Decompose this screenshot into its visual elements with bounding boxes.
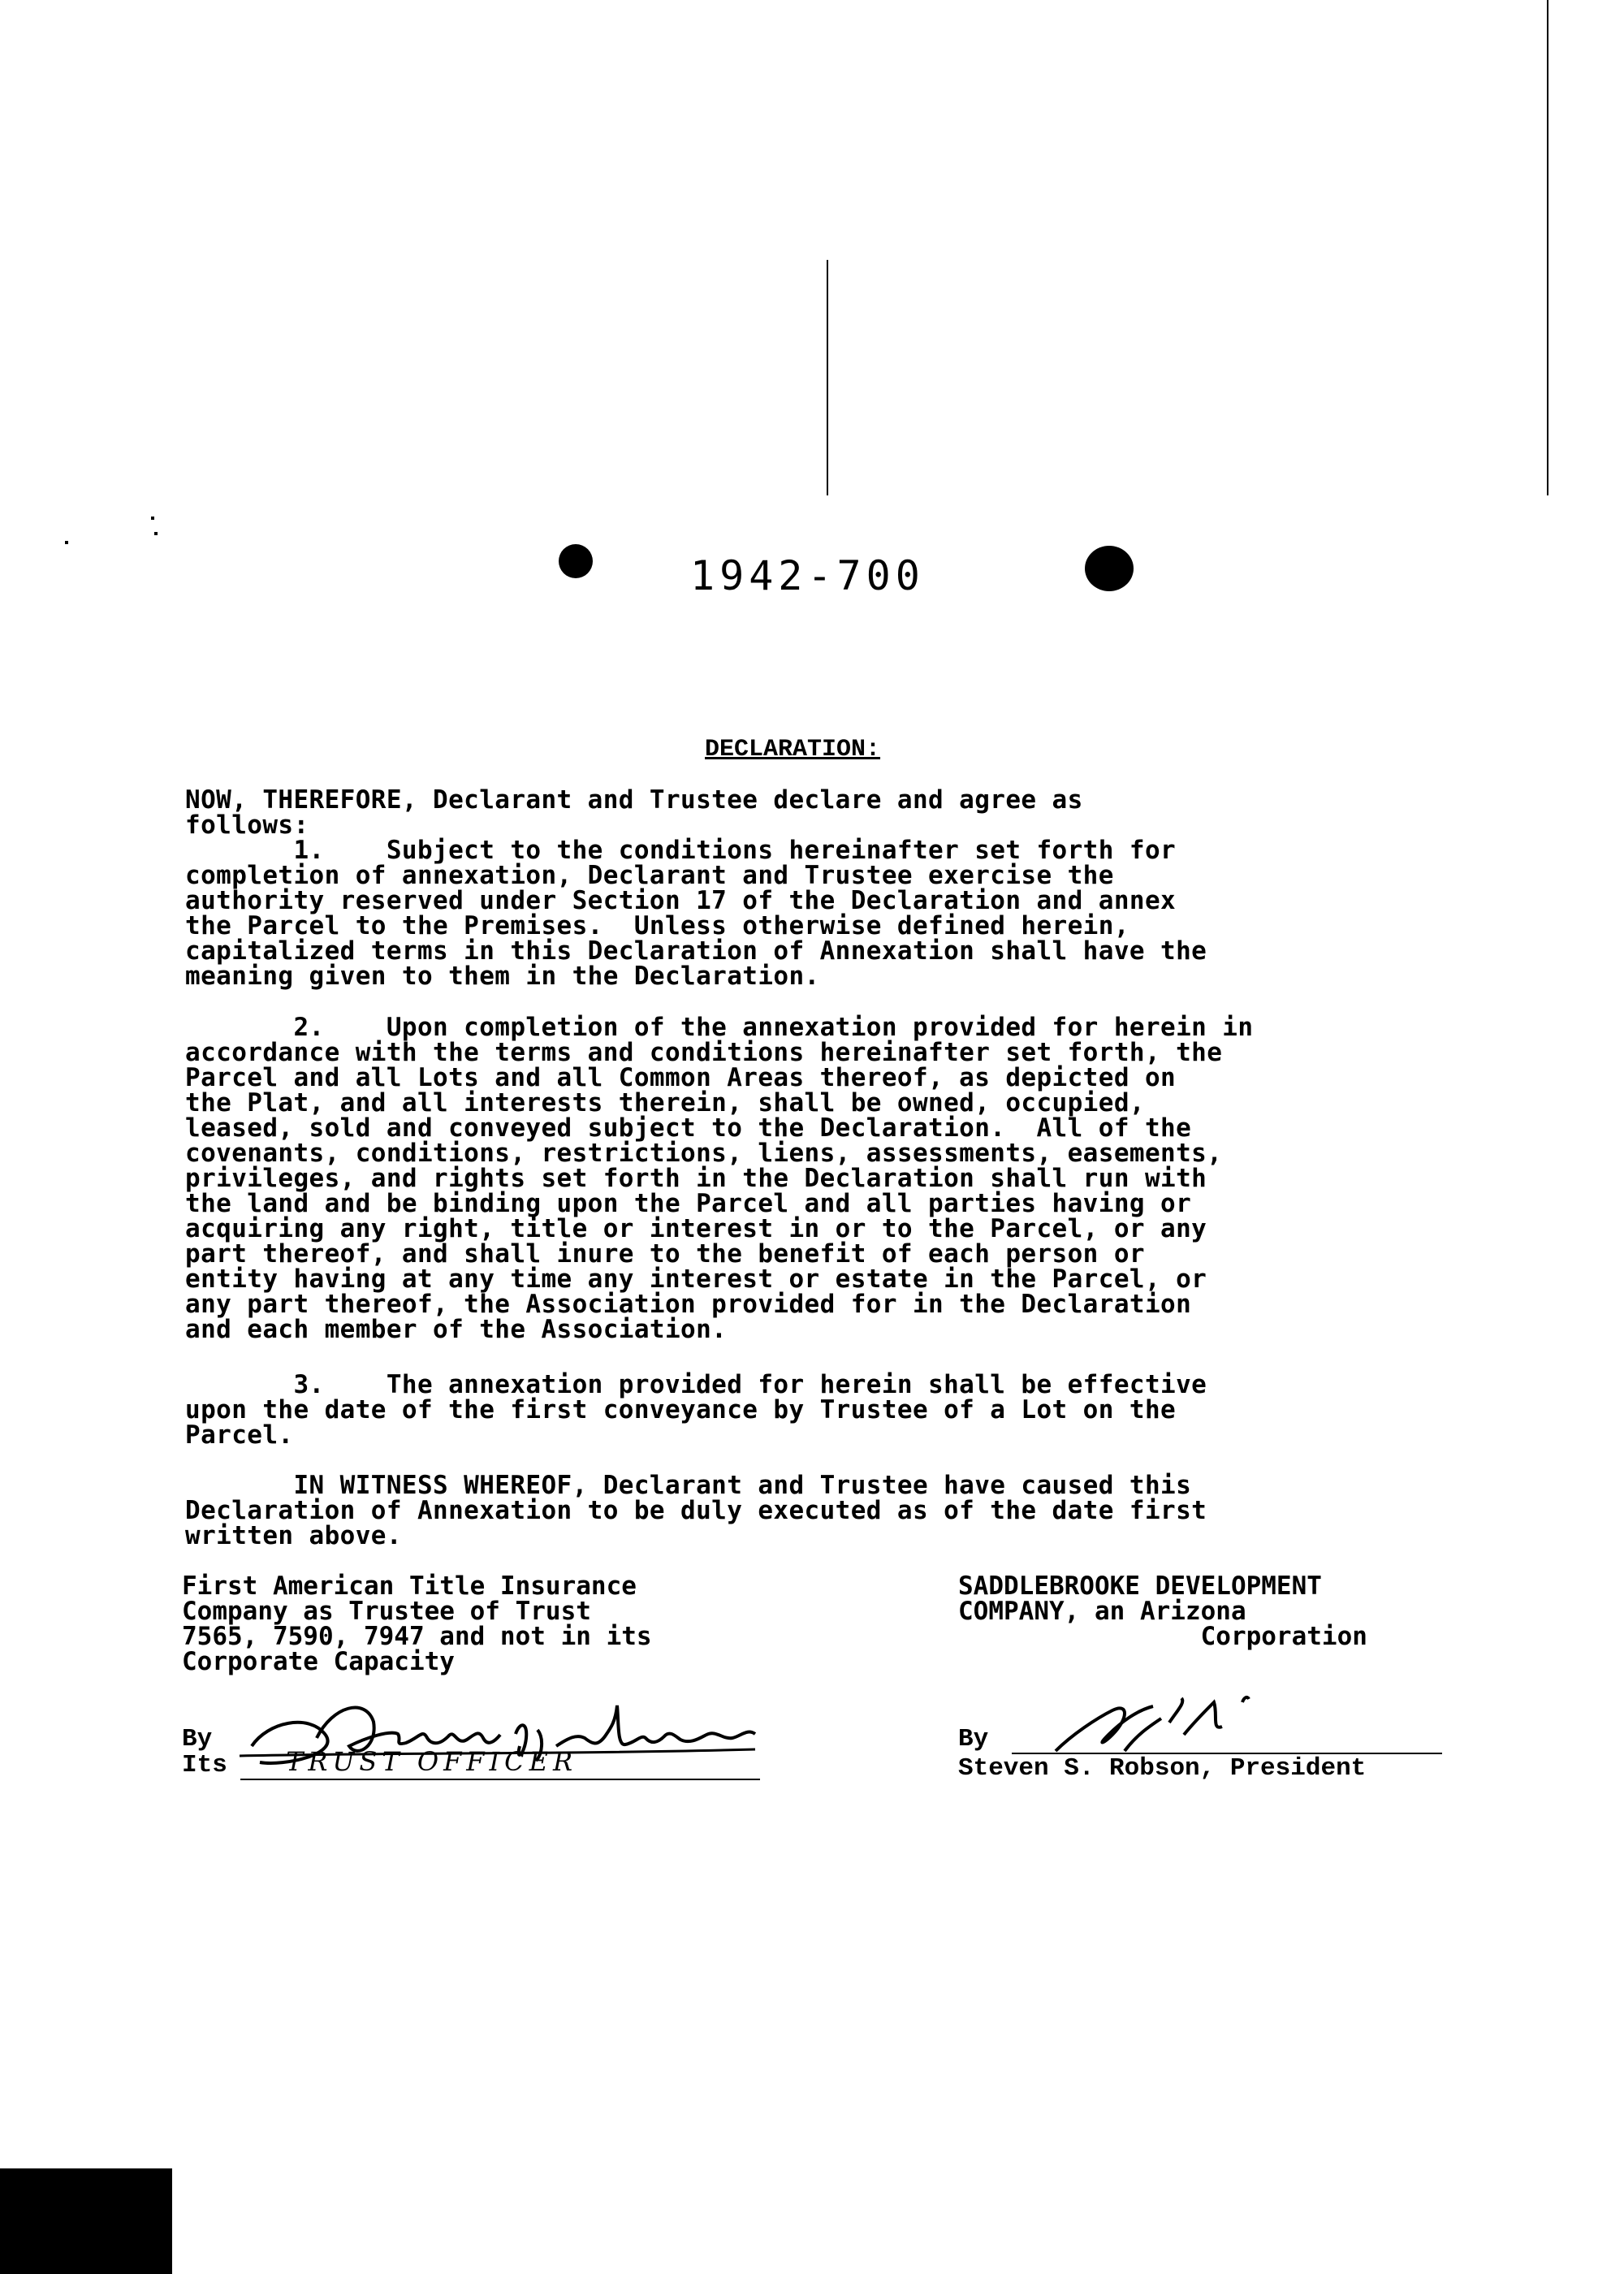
punch-hole-right [1085, 546, 1134, 591]
paragraph-3: 3. The annexation provided for herein shall be effective upon the date of the first conveyance by Trustee of a Lot on the Parcel. [185, 1370, 1207, 1450]
declarant-signer-name: Steven S. Robson, President [958, 1754, 1367, 1783]
trustee-its-label: Its [182, 1751, 227, 1779]
trustee-its-line [240, 1779, 760, 1780]
declarant-party-name: SADDLEBROOKE DEVELOPMENT COMPANY, an Arizona Corporation [958, 1571, 1367, 1651]
paragraph-1: 1. Subject to the conditions hereinafter set forth for completion of annexation, Declarant and Trustee exercise the authority reserved under Section 17 of the Declaration and annex the Parcel to the Premises. Unless otherwise defined herein, capitalized terms in this Declaration of Annexation shall have the meaning given to them in the Declaration. [185, 836, 1207, 991]
scan-speck [151, 517, 154, 520]
intro-paragraph: NOW, THEREFORE, Declarant and Trustee declare and agree as follows: [185, 785, 1083, 840]
witness-paragraph: IN WITNESS WHEREOF, Declarant and Trustee have caused this Declaration of Annexation to be duly executed as of the date first written above. [185, 1471, 1207, 1550]
trustee-title-handwritten: TRUST OFFICER [286, 1746, 578, 1777]
trustee-party-name: First American Title Insurance Company as Trustee of Trust 7565, 7590, 7947 and not in its Corporate Capacity [182, 1571, 652, 1676]
scan-margin-line-top [827, 260, 828, 495]
declarant-signature-image [1039, 1686, 1283, 1759]
scan-corner-artifact [0, 2168, 172, 2274]
paragraph-2: 2. Upon completion of the annexation provided for herein in accordance with the terms and conditions hereinafter set forth, the Parcel and all Lots and all Common Areas thereof, as depicted on the Plat, and all interests therein, shall be owned, occupied, leased, sold and conveyed subject to the Declaration. All of the covenants, conditions, restrictions, liens, assessments, easements, privileges, and rights set forth in the Declaration shall run with the land and be binding upon the Parcel and all parties having or acquiring any right, title or interest in or to the Parcel, or any part thereof, and shall inure to the benefit of each person or entity having at any time any interest or estate in the Parcel, or any part thereof, the Association provided for in the Declaration and each member of the Association. [185, 1013, 1254, 1344]
scan-margin-line-right [1547, 0, 1548, 495]
declarant-by-label: By [958, 1725, 989, 1753]
document-number: 1942-700 [690, 552, 925, 599]
punch-hole-left [559, 544, 593, 578]
trustee-by-label: By [182, 1725, 213, 1753]
scan-speck [154, 532, 158, 535]
scan-speck [65, 541, 68, 544]
declaration-heading: DECLARATION: [705, 736, 881, 763]
